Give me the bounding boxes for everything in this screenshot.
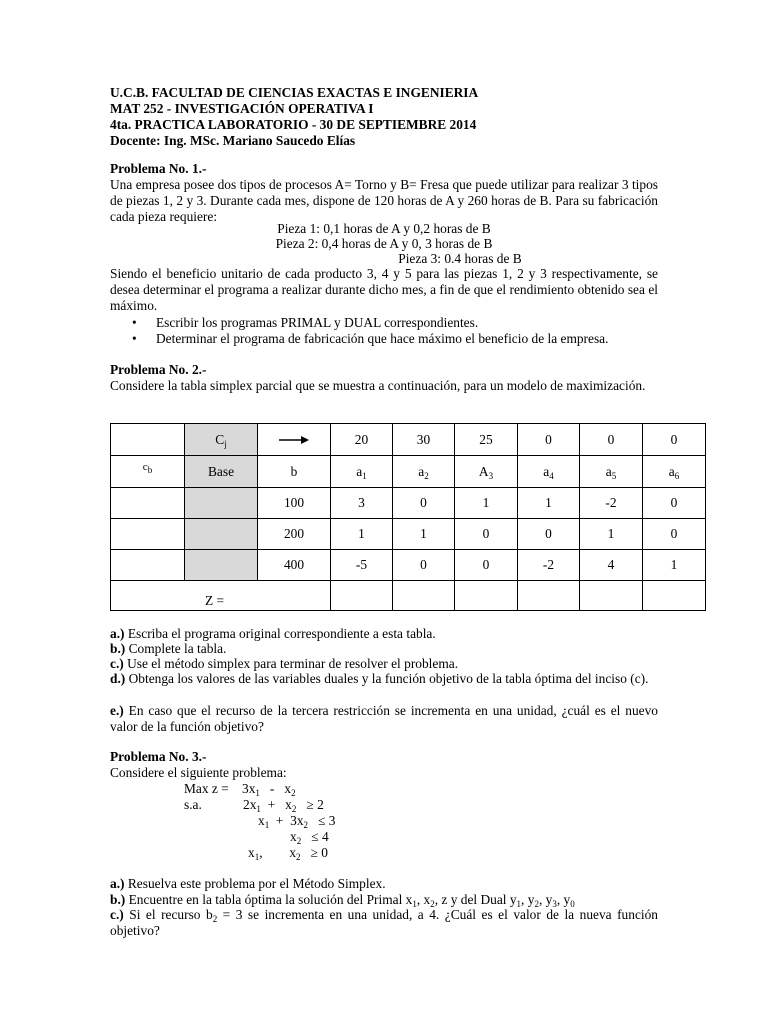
arrow-cell	[258, 424, 331, 456]
var-header: $A_3$	[455, 456, 518, 488]
table-row	[111, 581, 706, 611]
var-header: $a_4$	[518, 456, 580, 488]
problem1-intro: Una empresa posee dos tipos de procesos A= Torno y B= Fresa que puede utilizar para realizar 3 tipos de piezas 1, 2 y 3. Durante cada mes, dispone de 120 horas de A y 260 horas de B. Para su fabricación cada pieza requiere:	[110, 177, 658, 224]
problem3-question-a: a.) Resuelva este problema por el Método Simplex.	[110, 876, 386, 891]
table-row: 200 1 1 0 0 1 0	[111, 519, 706, 550]
header-line-3: 4ta. PRACTICA LABORATORIO - 30 DE SEPTIEMBRE 2014	[110, 117, 477, 132]
problem3-intro: Considere el siguiente problema:	[110, 765, 287, 780]
arrow-right-icon	[278, 435, 310, 445]
var-header: $a_5$	[580, 456, 643, 488]
table-row	[111, 456, 706, 488]
problem3-title: Problema No. 3.-	[110, 749, 207, 764]
problem1-bullet-list	[110, 315, 608, 347]
header-line-2: MAT 252 - INVESTIGACIÓN OPERATIVA I	[110, 101, 374, 116]
problem2-question-e: e.) En caso que el recurso de la tercera restricción se incrementa en una unidad, ¿cuál es el nuevo valor de la función objetivo?	[110, 703, 658, 734]
cost-cell: 0	[580, 424, 643, 456]
problem2-question-c: c.) Use el método simplex para terminar de resolver el problema.	[110, 656, 459, 671]
list-item: • Determinar el programa de fabricación que hace máximo el beneficio de la empresa.	[132, 331, 609, 346]
z-label: Z =	[111, 581, 331, 611]
table-row	[111, 424, 706, 456]
cost-cell: 30	[393, 424, 455, 456]
model-st-label: s.a.	[184, 797, 202, 812]
cb-cell: $c_b$	[111, 456, 185, 488]
cost-cell: 25	[455, 424, 518, 456]
list-item: • Escribir los programas PRIMAL y DUAL correspondientes.	[132, 315, 479, 330]
header-line-1: U.C.B. FACULTAD DE CIENCIAS EXACTAS E INGENIERIA	[110, 85, 479, 100]
model-constraint-3: $x_2 \le 4$	[290, 829, 329, 846]
problem2-question-b: b.) Complete la tabla.	[110, 641, 227, 656]
problem1-title: Problema No. 1.-	[110, 161, 207, 176]
cost-cell: 20	[331, 424, 393, 456]
model-constraint-1: $2x_1 + x_2 \ge 2$	[243, 797, 324, 814]
cost-cell: 0	[518, 424, 580, 456]
problem1-body: Siendo el beneficio unitario de cada producto 3, 4 y 5 para las piezas 1, 2 y 3 respectivamente, se desea determinar el programa a realizar durante dicho mes, a fin de que el rendimiento obtenido sea el máximo.	[110, 266, 658, 313]
problem2-question-d: d.) Obtenga los valores de las variables duales y la función objetivo de la tabla óptima del inciso (c).	[110, 671, 649, 686]
var-header: $a_6$	[643, 456, 706, 488]
problem3-question-b: b.) Encuentre en la tabla óptima la solución del Primal $x_1$, $x_2$, z y del Dual $y_1$, $y_2$, $y_3$, $y_0$	[110, 892, 575, 909]
problem2-intro: Considere la tabla simplex parcial que se muestra a continuación, para un modelo de maximización.	[110, 378, 646, 393]
var-header: $a_1$	[331, 456, 393, 488]
problem3-question-c: c.) Si el recurso $b_2 = 3$ se incrementa en una unidad, a 4. ¿Cuál es el valor de la nueva función objetivo?	[110, 907, 658, 938]
problem1-piece-1: Pieza 1: 0,1 horas de A y 0,2 horas de B	[277, 221, 491, 236]
cost-cell: 0	[643, 424, 706, 456]
cj-cell: $C_j$	[185, 424, 258, 456]
model-max-label: Max z =	[184, 781, 229, 796]
table-row: 400 -5 0 0 -2 4 1	[111, 550, 706, 581]
problem1-piece-3: Pieza 3: 0.4 horas de B	[398, 251, 522, 266]
header-line-4: Docente: Ing. MSc. Mariano Saucedo Elías	[110, 133, 356, 148]
table-row: 100 3 0 1 1 -2 0	[111, 488, 706, 519]
problem1-piece-2: Pieza 2: 0,4 horas de A y 0, 3 horas de B	[275, 236, 493, 251]
simplex-table	[110, 423, 706, 611]
var-header: $a_2$	[393, 456, 455, 488]
base-header: Base	[185, 456, 258, 488]
problem2-question-a: a.) Escriba el programa original correspondiente a esta tabla.	[110, 626, 436, 641]
problem2-title: Problema No. 2.-	[110, 362, 207, 377]
model-constraint-4: $x_1$, $x_2 \ge 0$	[248, 845, 328, 862]
model-constraint-2: $x_1 + 3x_2 \le 3$	[258, 813, 336, 830]
b-header: b	[258, 456, 331, 488]
model-objective: $3x_1 - x_2$	[242, 781, 296, 798]
